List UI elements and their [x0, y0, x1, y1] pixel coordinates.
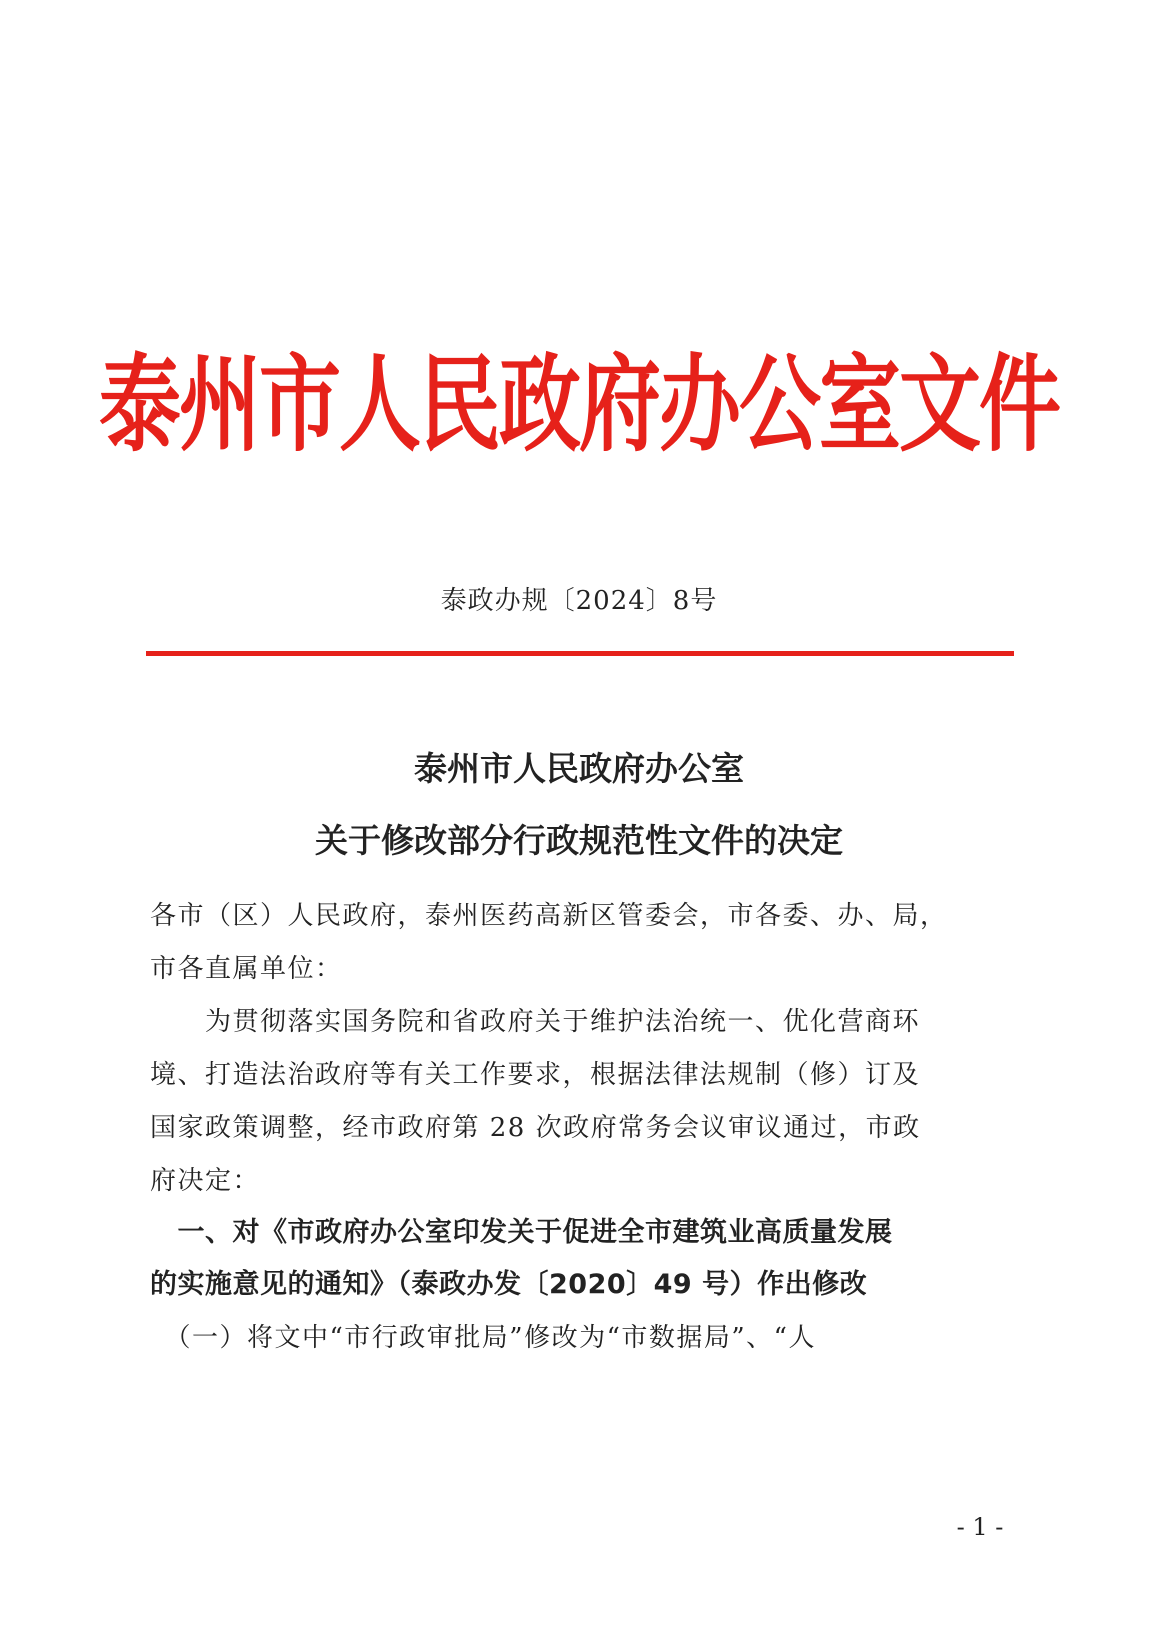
- body-text-line: 境、打造法治政府等有关工作要求，根据法律法规制（修）订及: [150, 1060, 921, 1090]
- page-number: - 1 -: [956, 1513, 1004, 1541]
- section-heading-line-1: 一、对《市政府办公室印发关于促进全市建筑业高质量发展: [150, 1217, 893, 1248]
- document-number: 泰政办规〔2024〕8号: [440, 586, 718, 616]
- item-line: （一）将文中“市行政审批局”修改为“市数据局”、“人: [150, 1323, 816, 1353]
- red-divider: [146, 651, 1014, 656]
- body-text-line: 国家政策调整，经市政府第 28 次政府常务会议审议通过，市政: [150, 1113, 921, 1143]
- salutation-line-2: 市各直属单位：: [150, 954, 343, 984]
- section-heading-line-2: 的实施意见的通知》（泰政办发〔2020〕49 号）作出修改: [150, 1269, 868, 1300]
- salutation-line-1: 各市（区）人民政府，泰州医药高新区管委会，市各委、办、局，: [150, 901, 948, 931]
- body-text-line: 为贯彻落实国务院和省政府关于维护法治统一、优化营商环: [150, 1007, 921, 1037]
- body-text-line: 府决定：: [150, 1166, 261, 1196]
- document-title-line-2: 关于修改部分行政规范性文件的决定: [315, 821, 843, 860]
- document-title-line-1: 泰州市人民政府办公室: [414, 749, 744, 788]
- masthead-title: 泰州市人民政府办公室文件: [98, 343, 1059, 467]
